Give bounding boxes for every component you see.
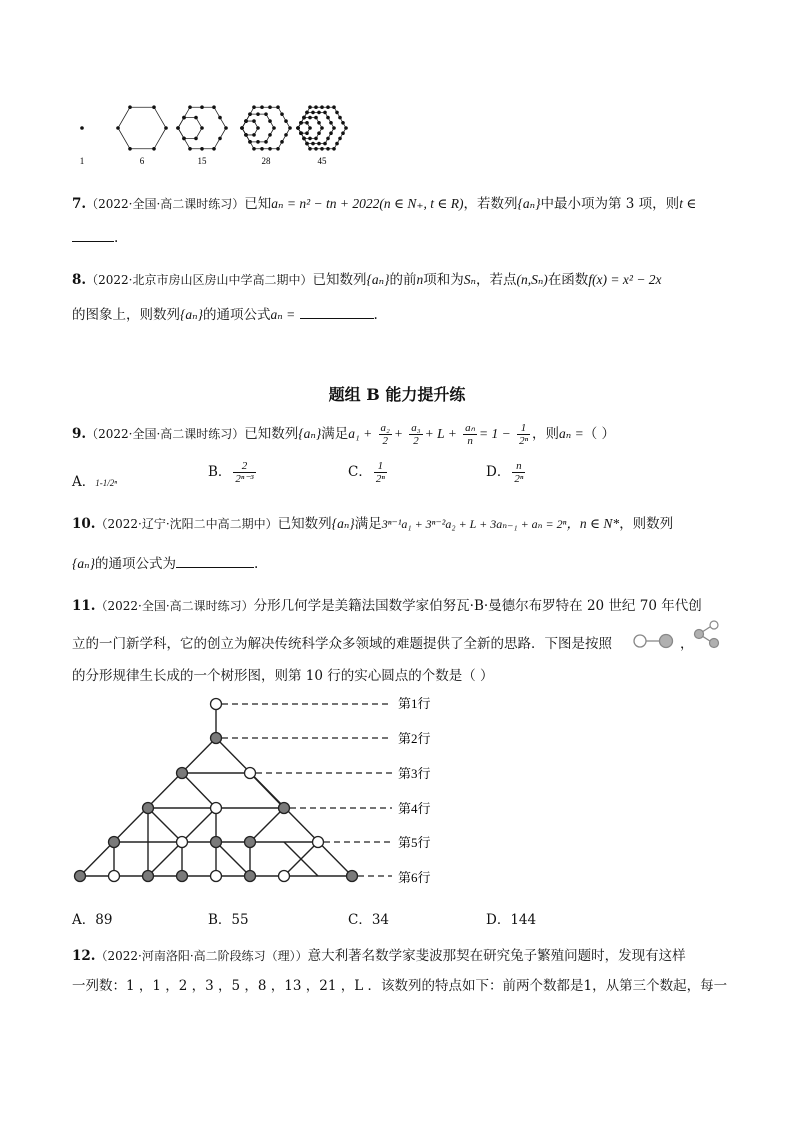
hexagonal-numbers-figure [72,98,372,170]
question-text: 满足 [321,426,349,442]
section-title: 题组 B 能力提升练 [328,385,466,404]
hex-dot [152,105,156,109]
question-number: 10. [72,516,96,532]
hollow-node [177,837,188,848]
question-10 [72,512,673,532]
rule-hollow-to-filled-icon [632,630,678,652]
hex-dot [326,116,330,120]
hex-dot [320,105,324,109]
hex-dot [311,111,315,115]
question-text: 项和为 [423,272,464,288]
option-b[interactable]: B． $\frac{2}{\text{2ⁿ⁻³}}$ [208,460,254,485]
rule-filled-branch-icon [690,618,722,650]
question-text: 的分形规律生长成的一个树形图，则第 10 行的实心圆点的个数是（ ） [72,668,494,684]
hex-dot [326,147,330,151]
hex-dot [308,147,312,151]
hex-dot [268,105,272,109]
question-text: 的通项公式为 [95,556,177,572]
hex-dot [323,111,327,115]
hex-dot [329,121,333,125]
fraction: $\frac{\text{a₂}}{2}$ [380,422,390,447]
hex-dot [182,116,186,120]
hex-dot [338,137,342,141]
hollow-node [245,768,256,779]
question-text: 的图象上，则数列 [72,307,180,323]
hex-outline [118,107,166,149]
hex-dot [329,131,333,135]
hex-dot [128,105,132,109]
question-source: （2022·全国·高二课时练习） [95,599,254,613]
filled-node [347,871,358,882]
hex-label: 28 [261,156,271,166]
option-c[interactable]: C． $\frac{1}{\text{2ⁿ}}$ [348,460,385,485]
hex-dot [268,119,272,123]
row-label: 第1行 [398,696,431,711]
hex-dot [260,147,264,151]
hex-dot [280,112,284,116]
question-source: （2022·全国·高二课时练习） [86,197,245,211]
hex-dot [182,137,186,141]
question-11-line3 [72,664,494,684]
hex-label: 45 [317,156,327,166]
hex-dot [188,105,192,109]
hex-dot [317,121,321,125]
question-8 [72,268,662,288]
hex-dot [260,105,264,109]
hex-dot [244,133,248,137]
question-8-line2 [72,303,378,323]
hex-dot [326,137,330,141]
sequence-symbol: {aₙ} [366,272,390,287]
hex-dot [335,111,339,115]
rule-separator: ， [680,636,694,652]
question-10-line2 [72,552,258,572]
formula: t ∈ [679,196,697,211]
option-c[interactable]: C．34 [348,912,390,928]
hex-dot [264,140,268,144]
filled-node [211,733,222,744]
question-11-line2 [72,632,612,652]
tree-edge [148,842,182,876]
hex-dot [320,126,324,130]
formula: ，n ∈ N* [566,516,620,531]
hex-dot [302,137,306,141]
hex-dot [256,126,260,130]
hollow-node [313,837,324,848]
hex-dot [280,140,284,144]
formula: aₙ = n² − tn + 2022(n ∈ N₊, t ∈ R) [271,196,464,211]
formula: (n,Sₙ) [516,272,548,287]
period: . [114,230,119,246]
question-text: 意大利著名数学家斐波那契在研究兔子繁殖问题时，发现有这样 [307,948,686,964]
answer-line [72,230,118,246]
option-a[interactable]: A．1-1/2ⁿ [72,474,118,490]
formula: aₙ = [559,426,584,441]
hex-dot [314,147,318,151]
hex-dot [276,147,280,151]
hex-dot [284,133,288,137]
question-text: ，则 [532,426,560,442]
question-11 [72,594,702,614]
filled-node [279,803,290,814]
formula: f(x) = x² − 2x [588,272,662,287]
question-source: （2022·全国·高二课时练习） [86,427,245,441]
question-text: 的通项公式 [203,307,271,323]
sequence-symbol: {aₙ} [180,307,204,322]
question-text: 已知 [244,196,272,212]
hex-dot [218,137,222,141]
hex-dot [200,147,204,151]
fraction: $\frac{\text{a₃}}{2}$ [411,422,421,447]
question-text: 已知数列 [277,516,332,532]
question-source: （2022·北京市房山区房山中学高二期中） [86,273,313,287]
hex-dot [164,126,168,130]
hex-dot [305,111,309,115]
fraction: $\frac{1}{\text{2ⁿ}}$ [519,422,529,447]
hex-dot [341,121,345,125]
period: . [373,307,378,323]
hex-dot [308,116,312,120]
hex-dot [320,147,324,151]
hex-dot [344,126,348,130]
hex-label: 15 [197,156,207,166]
hex-dot [311,142,315,146]
filled-node [245,871,256,882]
hex-dot [248,112,252,116]
hex-dot [299,131,303,135]
filled-node [143,871,154,882]
hex-dot [248,140,252,144]
hex-dot [276,105,280,109]
hex-dot [256,140,260,144]
tree-edge [216,842,250,876]
formula: 3ⁿ⁻¹a₁ + 3ⁿ⁻²a₂ + L + 3aₙ₋₁ + aₙ = 2ⁿ [381,517,567,531]
answer-blank[interactable] [176,566,254,568]
tree-edge [182,773,216,808]
hex-dot [116,126,120,130]
question-7 [72,192,696,212]
hex-dot [128,147,132,151]
row-label: 第3行 [398,766,431,781]
hex-label: 6 [139,156,145,166]
question-text: ，若点 [475,272,517,288]
hex-dot [308,105,312,109]
question-9 [72,422,615,447]
hollow-node [211,871,222,882]
hex-dot [302,116,306,120]
question-text: 的前 [389,272,417,288]
question-text: 在函数 [547,272,589,288]
hex-dot [252,119,256,123]
hex-dot [326,105,330,109]
operator: = 1 − [479,426,511,441]
row-label: 第4行 [398,801,431,816]
hex-dot [240,126,244,130]
variable: Sₙ [463,272,476,287]
option-d[interactable]: D．144 [486,912,537,928]
hollow-node [109,871,120,882]
filled-node [75,871,86,882]
question-text: 立的一门新学科，它的创立为解决传统科学众多领域的难题提供了全新的思路．下图是按照 [72,636,612,652]
operator: + L + [424,426,457,441]
filled-node [245,837,256,848]
question-12-line2 [72,974,727,994]
hex-dot [200,105,204,109]
question-text: 一列数：1 ，1 ，2 ，3 ，5 ，8 ，13 ，21 ，L ．该数列的特点如下：前两个数都是1，从第三个数起，每一 [72,978,728,994]
question-text: 中最小项为第 3 项，则 [540,196,680,212]
question-number: 8. [72,272,87,288]
question-number: 9. [72,426,87,442]
hex-dot [308,126,312,130]
hex-dot [323,142,327,146]
hollow-node [211,699,222,710]
hex-dot [212,147,216,151]
question-number: 11. [72,598,96,614]
sequence-symbol: {aₙ} [331,516,355,531]
hex-dot [317,111,321,115]
sequence-symbol: {aₙ} [517,196,541,211]
hex-dot [284,119,288,123]
hex-dot [252,147,256,151]
hex-dot [194,116,198,120]
hex-dot [80,126,84,130]
row-label: 第6行 [398,870,431,885]
filled-node [143,803,154,814]
question-text: 分形几何学是美籍法国数学家伯努瓦·B·曼德尔布罗特在 20 世纪 70 年代创 [253,598,702,614]
sequence-symbol: {aₙ} [298,426,322,441]
hex-dot [332,105,336,109]
filled-node [211,837,222,848]
hex-dot [224,126,228,130]
hex-dot [252,105,256,109]
operator: + [393,426,403,441]
answer-bracket: （ ） [583,426,616,442]
hex-dot [335,142,339,146]
hollow-node [279,871,290,882]
hex-dot [256,112,260,116]
variable: n [416,272,424,287]
hex-dot [338,116,342,120]
option-d[interactable]: D． $\frac{n}{\text{2ⁿ}}$ [486,460,524,485]
hex-dot [200,126,204,130]
hex-dot [176,126,180,130]
formula: a₁ + [348,426,373,441]
hex-outline [178,118,202,139]
filled-node [177,871,188,882]
hex-label: 1 [79,156,85,166]
option-b[interactable]: B．55 [208,912,249,928]
hex-dot [296,126,300,130]
hex-dot [218,116,222,120]
hex-dot [314,105,318,109]
hex-dot [268,147,272,151]
hex-dot [188,147,192,151]
hex-dot [308,137,312,141]
question-number: 7. [72,196,87,212]
sequence-symbol: {aₙ} [72,556,96,571]
hex-dot [288,126,292,130]
hollow-node [211,803,222,814]
question-text: 已知数列 [244,426,299,442]
filled-node [109,837,120,848]
tree-edge [148,808,182,842]
hex-dot [152,147,156,151]
hex-dot [268,133,272,137]
hex-dot [244,119,248,123]
question-text: ，若数列 [463,196,518,212]
hex-dot [252,133,256,137]
hex-dot [299,121,303,125]
hex-dot [305,142,309,146]
question-source: （2022·辽宁·沈阳二中高二期中） [95,517,278,531]
hex-dot [212,105,216,109]
row-label: 第2行 [398,731,431,746]
hex-dot [317,131,321,135]
hex-dot [194,137,198,141]
question-text: ，则数列 [619,516,674,532]
tree-edge [182,808,216,842]
tree-edge [250,808,284,842]
filled-node [177,768,188,779]
tree-edge [250,773,284,808]
row-label: 第5行 [398,835,431,850]
answer-blank[interactable] [300,317,374,319]
question-text: 满足 [354,516,382,532]
hex-dot [305,131,309,135]
hex-dot [264,112,268,116]
hex-dot [332,147,336,151]
fractal-tree-figure [72,690,452,890]
period: . [254,556,259,572]
answer-blank[interactable] [72,240,114,242]
hex-dot [272,126,276,130]
question-text: 已知数列 [312,272,367,288]
question-number: 12. [72,948,96,964]
hex-dot [317,142,321,146]
option-a[interactable]: A．89 [72,912,113,928]
hex-dot [305,121,309,125]
formula: aₙ = [270,307,296,322]
hex-dot [341,131,345,135]
fraction: $\frac{\text{aₙ}}{n}$ [465,422,476,447]
question-source: （2022·河南洛阳·高二阶段练习（理）） [95,949,308,963]
question-12 [72,944,686,964]
hex-dot [314,116,318,120]
hex-dot [332,126,336,130]
hex-dot [314,137,318,141]
